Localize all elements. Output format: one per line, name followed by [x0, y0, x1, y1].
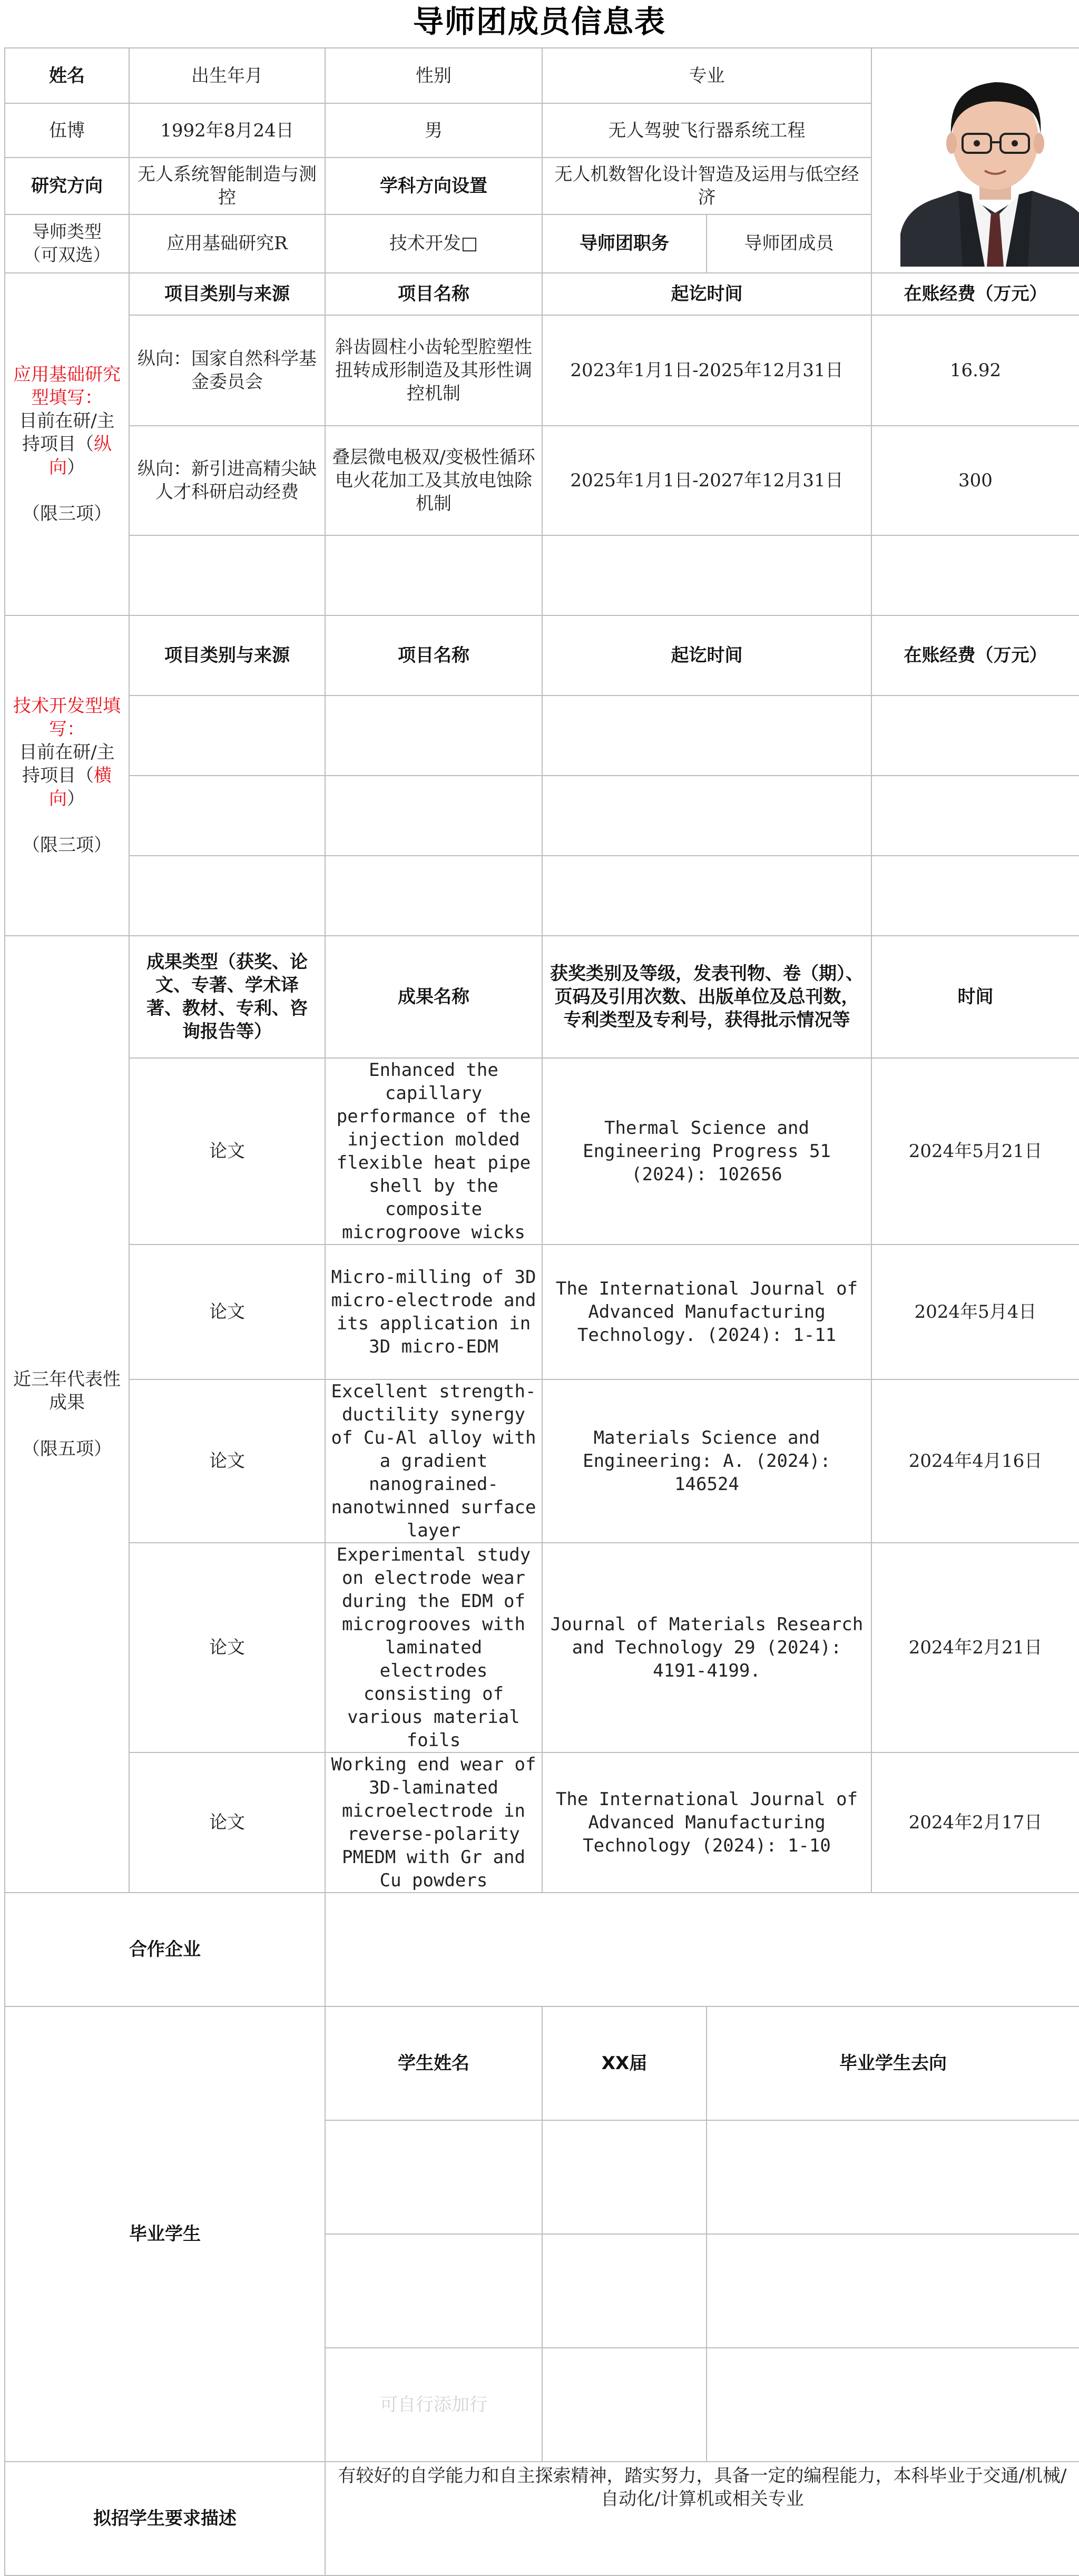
ach-col-time: 时间 [871, 936, 1079, 1058]
tech-col-name: 项目名称 [325, 615, 542, 696]
basic-row-name: 斜齿圆柱小齿轮型腔塑性扭转成形制造及其形性调控机制 [325, 315, 542, 426]
empty-cell[interactable] [542, 776, 871, 856]
basic-row-name: 叠层微电极双/变极性循环电火花加工及其放电蚀除机制 [325, 426, 542, 535]
ach-row-time: 2024年2月21日 [871, 1543, 1079, 1752]
table-row [5, 315, 1079, 426]
empty-cell[interactable] [871, 856, 1079, 936]
empty-cell[interactable] [129, 776, 325, 856]
empty-cell[interactable] [542, 2348, 707, 2462]
ach-row-detail: Journal of Materials Research and Technology 29 (2024): 4191-4199. [542, 1543, 871, 1752]
portrait-photo [872, 48, 1079, 267]
major-value: 无人驾驶飞行器系统工程 [542, 103, 871, 158]
role-value: 导师团成员 [707, 214, 871, 273]
research-label: 研究方向 [5, 158, 129, 214]
basic-research-label [5, 273, 129, 615]
empty-cell[interactable] [707, 2120, 1079, 2234]
table-row [5, 426, 1079, 535]
ach-row-detail: The International Journal of Advanced Manufacturing Technology. (2024): 1-11 [542, 1245, 871, 1379]
cooperation-label: 合作企业 [5, 1893, 325, 2006]
cooperation-value[interactable] [325, 1893, 1079, 2006]
table-row [5, 1543, 1079, 1752]
type-basic[interactable]: 应用基础研究R [129, 214, 325, 273]
achievements-label [5, 936, 129, 1893]
grad-col-name: 学生姓名 [325, 2006, 542, 2120]
table-row [5, 856, 1079, 936]
ach-row-name: Micro-milling of 3D micro-electrode and its application in 3D micro-EDM [325, 1245, 542, 1379]
basic-col-period: 起讫时间 [542, 273, 871, 315]
ach-row-name: Working end wear of 3D-laminated microelectrode in reverse-polarity PMEDM with Gr and Cu powders [325, 1752, 542, 1893]
empty-cell[interactable] [542, 696, 871, 776]
basic-label-limit: （限三项） [22, 503, 112, 524]
table-row [5, 1058, 1079, 1245]
ach-row-detail: Materials Science and Engineering: A. (2024): 146524 [542, 1379, 871, 1543]
major-label: 专业 [542, 48, 871, 103]
empty-cell[interactable] [542, 2234, 707, 2348]
empty-cell[interactable] [325, 776, 542, 856]
ach-row-detail: The International Journal of Advanced Manufacturing Technology (2024): 1-10 [542, 1752, 871, 1893]
basic-row-period: 2025年1月1日-2027年12月31日 [542, 426, 871, 535]
info-table [4, 47, 1079, 2576]
empty-cell[interactable] [871, 776, 1079, 856]
ach-row-time: 2024年2月17日 [871, 1752, 1079, 1893]
birth-value: 1992年8月24日 [129, 103, 325, 158]
table-row [5, 535, 1079, 615]
add-row-hint[interactable]: 可自行添加行 [325, 2348, 542, 2462]
empty-cell[interactable] [542, 535, 871, 615]
ach-col-name: 成果名称 [325, 936, 542, 1058]
empty-cell[interactable] [871, 696, 1079, 776]
recruit-text: 有较好的自学能力和自主探索精神，踏实努力，具备一定的编程能力，本科毕业于交通/机械/自动化/计算机或相关专业 [325, 2462, 1079, 2575]
table-row [5, 1245, 1079, 1379]
empty-cell[interactable] [325, 856, 542, 936]
ach-row-time: 2024年5月21日 [871, 1058, 1079, 1245]
ach-row-name: Experimental study on electrode wear during the EDM of microgrooves with laminated electrodes consisting of various material foils [325, 1543, 542, 1752]
basic-row-category: 纵向：国家自然科学基金委员会 [129, 315, 325, 426]
achievements-label-limit: （限五项） [22, 1438, 112, 1460]
basic-col-funds: 在账经费（万元） [871, 273, 1079, 315]
ach-row-time: 2024年5月4日 [871, 1245, 1079, 1379]
gender-value: 男 [325, 103, 542, 158]
grad-col-class: XX届 [542, 2006, 707, 2120]
ach-row-type: 论文 [129, 1379, 325, 1543]
basic-row-period: 2023年1月1日-2025年12月31日 [542, 315, 871, 426]
table-row [5, 1752, 1079, 1893]
basic-row-funds: 300 [871, 426, 1079, 535]
ach-row-type: 论文 [129, 1752, 325, 1893]
table-row [5, 776, 1079, 856]
empty-cell[interactable] [542, 2120, 707, 2234]
type-label: 导师类型（可双选） [5, 214, 129, 273]
empty-cell[interactable] [707, 2234, 1079, 2348]
empty-cell[interactable] [129, 856, 325, 936]
role-label: 导师团职务 [542, 214, 707, 273]
ach-row-name: Enhanced the capillary performance of the injection molded flexible heat pipe shell by the composite microgroove wicks [325, 1058, 542, 1245]
tech-dev-label [5, 615, 129, 936]
empty-cell[interactable] [129, 535, 325, 615]
tech-col-category: 项目类别与来源 [129, 615, 325, 696]
basic-row-category: 纵向：新引进高精尖缺人才科研启动经费 [129, 426, 325, 535]
graduates-label: 毕业学生 [5, 2006, 325, 2462]
ach-row-type: 论文 [129, 1245, 325, 1379]
table-row [5, 1379, 1079, 1543]
basic-label-red: 应用基础研究型填写： [13, 364, 121, 408]
tech-col-funds: 在账经费（万元） [871, 615, 1079, 696]
empty-cell[interactable] [325, 2234, 542, 2348]
empty-cell[interactable] [871, 535, 1079, 615]
page-title: 导师团成员信息表 [413, 4, 666, 40]
basic-label-end: ） [67, 457, 85, 478]
ach-col-detail: 获奖类别及等级，发表刊物、卷（期）、页码及引用次数、出版单位及总刊数，专利类型及专利号，获得批示情况等 [542, 936, 871, 1058]
research-value: 无人系统智能制造与测控 [129, 158, 325, 214]
birth-label: 出生年月 [129, 48, 325, 103]
discipline-label: 学科方向设置 [325, 158, 542, 214]
basic-label-red2: 纵向 [49, 434, 112, 478]
empty-cell[interactable] [325, 2120, 542, 2234]
ach-row-detail: Thermal Science and Engineering Progress 51 (2024): 102656 [542, 1058, 871, 1245]
ach-col-type: 成果类型（获奖、论文、专著、学术译著、教材、专利、咨询报告等） [129, 936, 325, 1058]
tech-col-period: 起讫时间 [542, 615, 871, 696]
empty-cell[interactable] [707, 2348, 1079, 2462]
basic-label-mid: 目前在研/主持项目（ [19, 410, 115, 455]
recruit-label: 拟招学生要求描述 [5, 2462, 325, 2575]
basic-col-category: 项目类别与来源 [129, 273, 325, 315]
discipline-value: 无人机数智化设计智造及运用与低空经济 [542, 158, 871, 214]
empty-cell[interactable] [129, 696, 325, 776]
tech-label-red2: 横向 [49, 765, 112, 809]
empty-cell[interactable] [325, 535, 542, 615]
table-row [5, 696, 1079, 776]
ach-row-name: Excellent strength-ductility synergy of Cu-Al alloy with a gradient nanograined-nanotwinned surface layer [325, 1379, 542, 1543]
tech-label-red: 技术开发型填写： [13, 696, 121, 740]
basic-row-funds: 16.92 [871, 315, 1079, 426]
gender-label: 性别 [325, 48, 542, 103]
ach-row-type: 论文 [129, 1543, 325, 1752]
type-tech[interactable]: 技术开发□ [325, 214, 542, 273]
basic-col-name: 项目名称 [325, 273, 542, 315]
ach-row-time: 2024年4月16日 [871, 1379, 1079, 1543]
achievements-label-text: 近三年代表性成果 [13, 1369, 121, 1413]
grad-col-dest: 毕业学生去向 [707, 2006, 1079, 2120]
ach-row-type: 论文 [129, 1058, 325, 1245]
photo-cell [871, 48, 1079, 273]
tech-label-mid: 目前在研/主持项目（ [19, 742, 115, 786]
empty-cell[interactable] [542, 856, 871, 936]
tech-label-limit: （限三项） [22, 835, 112, 856]
empty-cell[interactable] [325, 696, 542, 776]
name-label: 姓名 [5, 48, 129, 103]
tech-label-end: ） [67, 788, 85, 809]
name-value: 伍博 [5, 103, 129, 158]
